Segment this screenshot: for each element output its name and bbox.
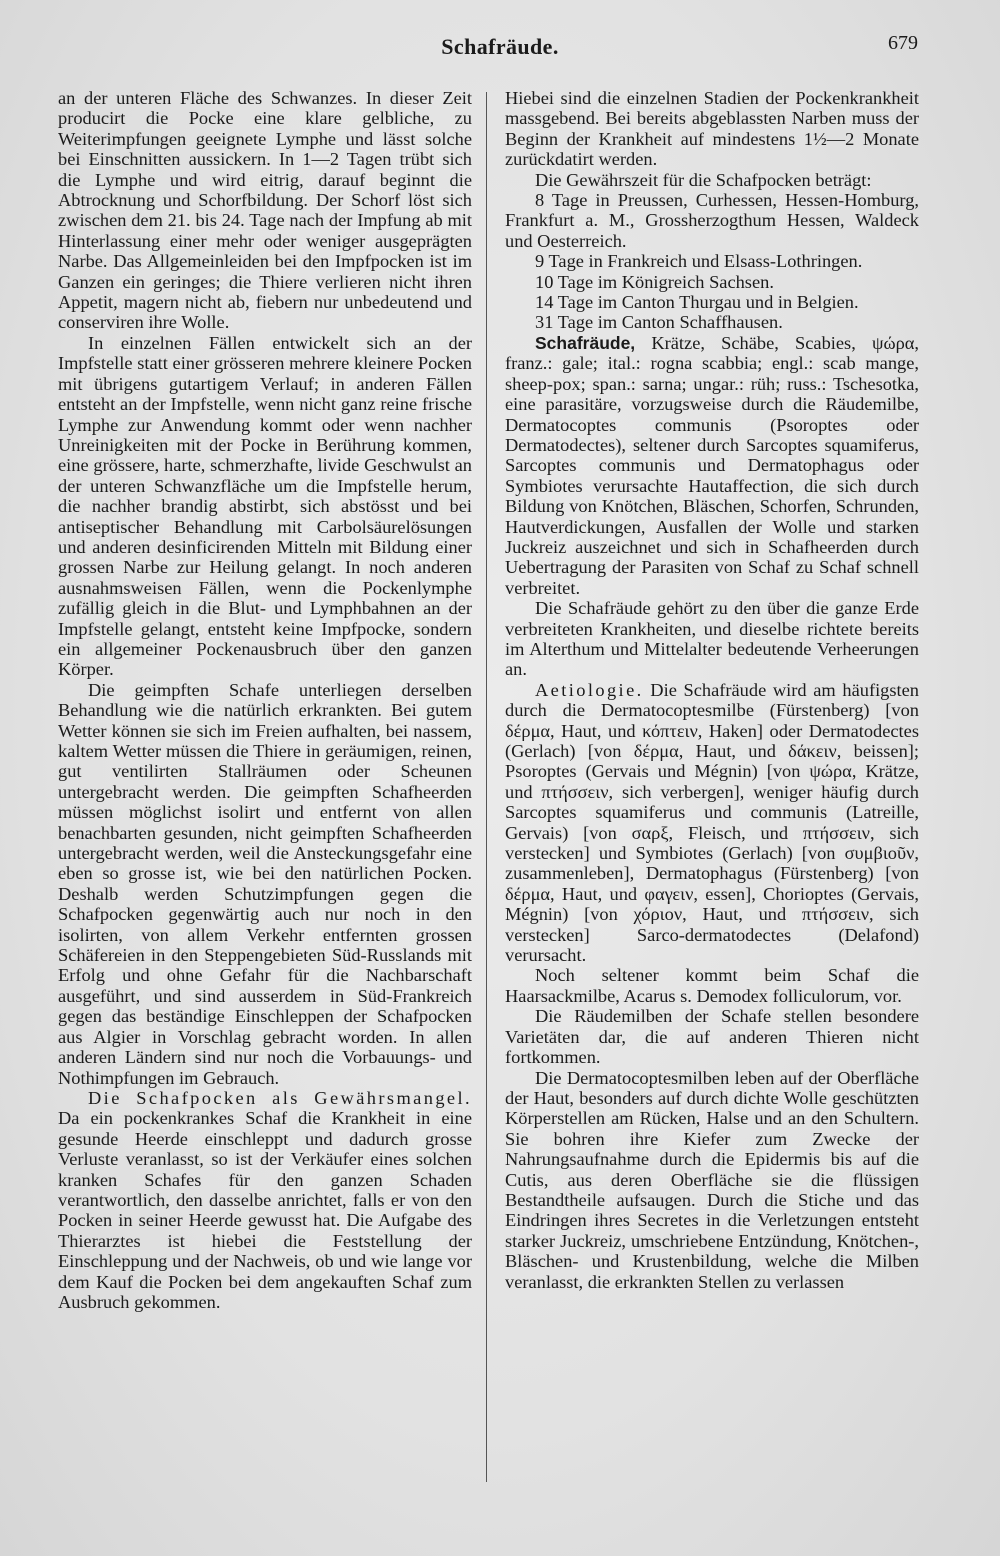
paragraph: Die Schafräude gehört zu den über die ganze Erde verbreiteten Krankheiten, und dieselbe richtete bereits im Alterthum und Mittelalter bedeutende Verheerungen an. [505, 598, 919, 680]
page-number: 679 [888, 32, 918, 54]
paragraph-body: Krätze, Schäbe, Scabies, ψώρα, franz.: gale; ital.: rogna scabbia; engl.: scab mange, sheep-pox; span.: sarna; ungar.: rüh; russ.: Tschesotka, eine parasitäre, vorzugsweise durch die Räudemilbe, Dermatocoptes communis (Psoroptes oder Dermatodectes), seltener durch Sarcoptes squamiferus, Sarcoptes communis und Dermatophagus oder Symbiotes verursachte Hautaffection, die sich durch Bildung von Knötchen, Bläschen, Schorfen, Schrunden, Hautverdickungen, Ausfallen der Wolle und starken Juckreiz auszeichnet und sich in Schafheerden durch Uebertragung der Parasiten von Schaf zu Schaf schnell verbreitet. [505, 332, 919, 598]
paragraph [58, 1088, 472, 1312]
paragraph: Hiebei sind die einzelnen Stadien der Pockenkrankheit massgebend. Bei bereits abgeblassten Narben muss der Beginn der Krankheit auf mindestens 1½—2 Monate zurückdatirt werden. [505, 88, 919, 170]
paragraph: Noch seltener kommt beim Schaf die Haarsackmilbe, Acarus s. Demodex folliculorum, vor. [505, 965, 919, 1006]
left-column [58, 88, 472, 1312]
right-column [505, 88, 919, 1292]
list-item: 10 Tage im Königreich Sachsen. [535, 271, 774, 292]
paragraph-body: Da ein pockenkrankes Schaf die Krankheit in eine gesunde Heerde einschleppt und dadurch grosse Verluste veranlasst, so ist der Verkäufer eines solchen kranken Schafes für den ganzen Schaden verantwortlich, den dasselbe anrichtet, falls er von den Pocken in seiner Heerde gewusst hat. Die Aufgabe des Thierarztes ist hiebei die Feststellung der Einschleppung und der Nachweis, ob und wie lange vor dem Kauf die Pocken bei dem angekauften Schaf zum Ausbruch gekommen. [58, 1108, 472, 1312]
paragraph: Die Räudemilben der Schafe stellen besondere Varietäten dar, die auf anderen Thieren nicht fortkommen. [505, 1006, 919, 1068]
paragraph: Die geimpften Schafe unterliegen derselben Behandlung wie die natürlich erkrankten. Bei gutem Wetter können sie sich im Freien aufhalten, bei nassem, kaltem Wetter müssen die Thiere in geräumigen, reinen, gut ventilirten Stallräumen oder Scheunen untergebracht werden. Die geimpften Schafheerden müssen möglichst isolirt und entfernt von allen benachbarten gesunden, nicht geimpften Schafheerden untergebracht werden, weil die Ansteckungsgefahr eine eben so grosse ist, wie bei den natürlichen Pocken. Deshalb werden Schutzimpfungen gegen die Schafpocken gegenwärtig auch nur noch in den isolirten, von allem Verkehr entfernten grossen Schäfereien in den Steppengebieten Süd-Russlands mit Erfolg und ohne Gefahr für die Nachbarschaft ausgeführt, und sind ausserdem in Süd-Frankreich gegen das beständige Einschleppen der Schafpocken aus Algier in Vorschlag gebracht worden. In allen anderen Ländern sind nur noch die Vorbauungs- und Nothimpfungen im Gebrauch. [58, 679, 472, 1088]
paragraph: an der unteren Fläche des Schwanzes. In dieser Zeit producirt die Pocke eine klare gelbliche, zu Weiterimpfungen geeignete Lymphe und lässt solche bei Einschnitten aussickern. In 1—2 Tagen trübt sich die Lymphe und wird eitrig, darauf beginnt die Abtrocknung und Schorfbildung. Der Schorf löst sich zwischen dem 21. bis 24. Tage nach der Impfung ab mit Hinterlassung einer mehr oder weniger ausgeprägten Narbe. Das Allgemeinleiden bei den Impfpocken ist im Ganzen ein geringes; die Thiere verlieren nicht ihren Appetit, magern nicht ab, fiebern nur unbedeutend und conserviren ihre Wolle. [58, 88, 472, 333]
paragraph: Die Gewährszeit für die Schafpocken beträgt: [535, 169, 872, 190]
list-item: 14 Tage im Canton Thurgau und in Belgien. [535, 292, 859, 313]
entry-headword: Schafräude, [535, 332, 636, 353]
paragraph [505, 680, 919, 966]
section-lead: Die Schafpocken als Gewährsmangel. [88, 1087, 472, 1108]
paragraph: Die Dermatocoptesmilben leben auf der Oberfläche der Haut, besonders auf durch dichte Wolle geschützten Körperstellen am Rücken, Halse und an den Schultern. Sie bohren ihre Kiefer zum Zwecke der Nahrungsaufnahme durch die Epidermis bis auf die Cutis, aus deren Oberfläche sie die flüssigen Bestandtheile aufsaugen. Durch die Stiche und das Eindringen ihres Secretes in die Verletzungen entsteht starker Juckreiz, umschriebene Entzündung, Knötchen-, Bläschen- und Krustenbildung, welche die Milben veranlasst, die erkrankten Stellen zu verlassen [505, 1067, 919, 1292]
running-header [0, 26, 1000, 66]
running-title: Schafräude. [441, 34, 559, 59]
paragraph-body: Die Schafräude wird am häufigsten durch die Dermatocoptesmilbe (Fürstenberg) [von δέρμα, Haut, und κόπτειν, Haken] oder Dermatodectes (Gerlach) [von δέρμα, Haut, und δάκειν, beissen]; Psoroptes (Gervais und Mégnin) [von ψώρα, Krätze, und πτήσσειν, sich verbergen], weniger häufig durch Sarcoptes squamiferus und communis (Latreille, Gervais) [von σαρξ, Fleisch, und πτήσσειν, sich verstecken] und Symbiotes (Gerlach) [von συμβιοῦν, zusammenleben], Dermatophagus (Fürstenberg) [von δέρμα, Haut, und φαγειν, essen], Chorioptes (Gervais, Mégnin) [von χόριον, Haut, und πτήσσειν, sich verstecken] Sarco-dermatodectes (Delafond) verursacht. [505, 679, 919, 966]
paragraph: In einzelnen Fällen entwickelt sich an der Impfstelle statt einer grösseren mehrere kleinere Pocken mit übrigens gutartigem Verlauf; in anderen Fällen entsteht an der Impfstelle, wenn nicht ganz reine frische Lymphe zur Anwendung kommt oder wenn nachher Unreinigkeiten mit der Pocke in Berührung kommen, eine grössere, harte, schmerzhafte, livide Geschwulst an der unteren Schwanzfläche um die Impfstelle herum, die nachher brandig abstirbt, sich abstösst und bei antiseptischer Behandlung mit Carbolsäurelösungen und anderen desinficirenden Mitteln mit Bildung einer grossen Narbe zur Heilung gelangt. In noch anderen ausnahmsweisen Fällen, wenn die Pockenlymphe zufällig gleich in die Blut- und Lymphbahnen an der Impfstelle gelangt, entsteht keine Impfpocke, sondern ein allgemeiner Pockenausbruch über den ganzen Körper. [58, 332, 472, 680]
paragraph [505, 333, 919, 598]
section-lead: Aetiologie. [535, 679, 644, 700]
list-item: 9 Tage in Frankreich und Elsass-Lothringen. [535, 251, 863, 272]
list-item: 8 Tage in Preussen, Curhessen, Hessen-Homburg, Frankfurt a. M., Grossherzogthum Hessen, Waldeck und Oesterreich. [505, 190, 919, 251]
list-item: 31 Tage im Canton Schaffhausen. [535, 312, 783, 333]
column-divider [486, 92, 487, 1482]
